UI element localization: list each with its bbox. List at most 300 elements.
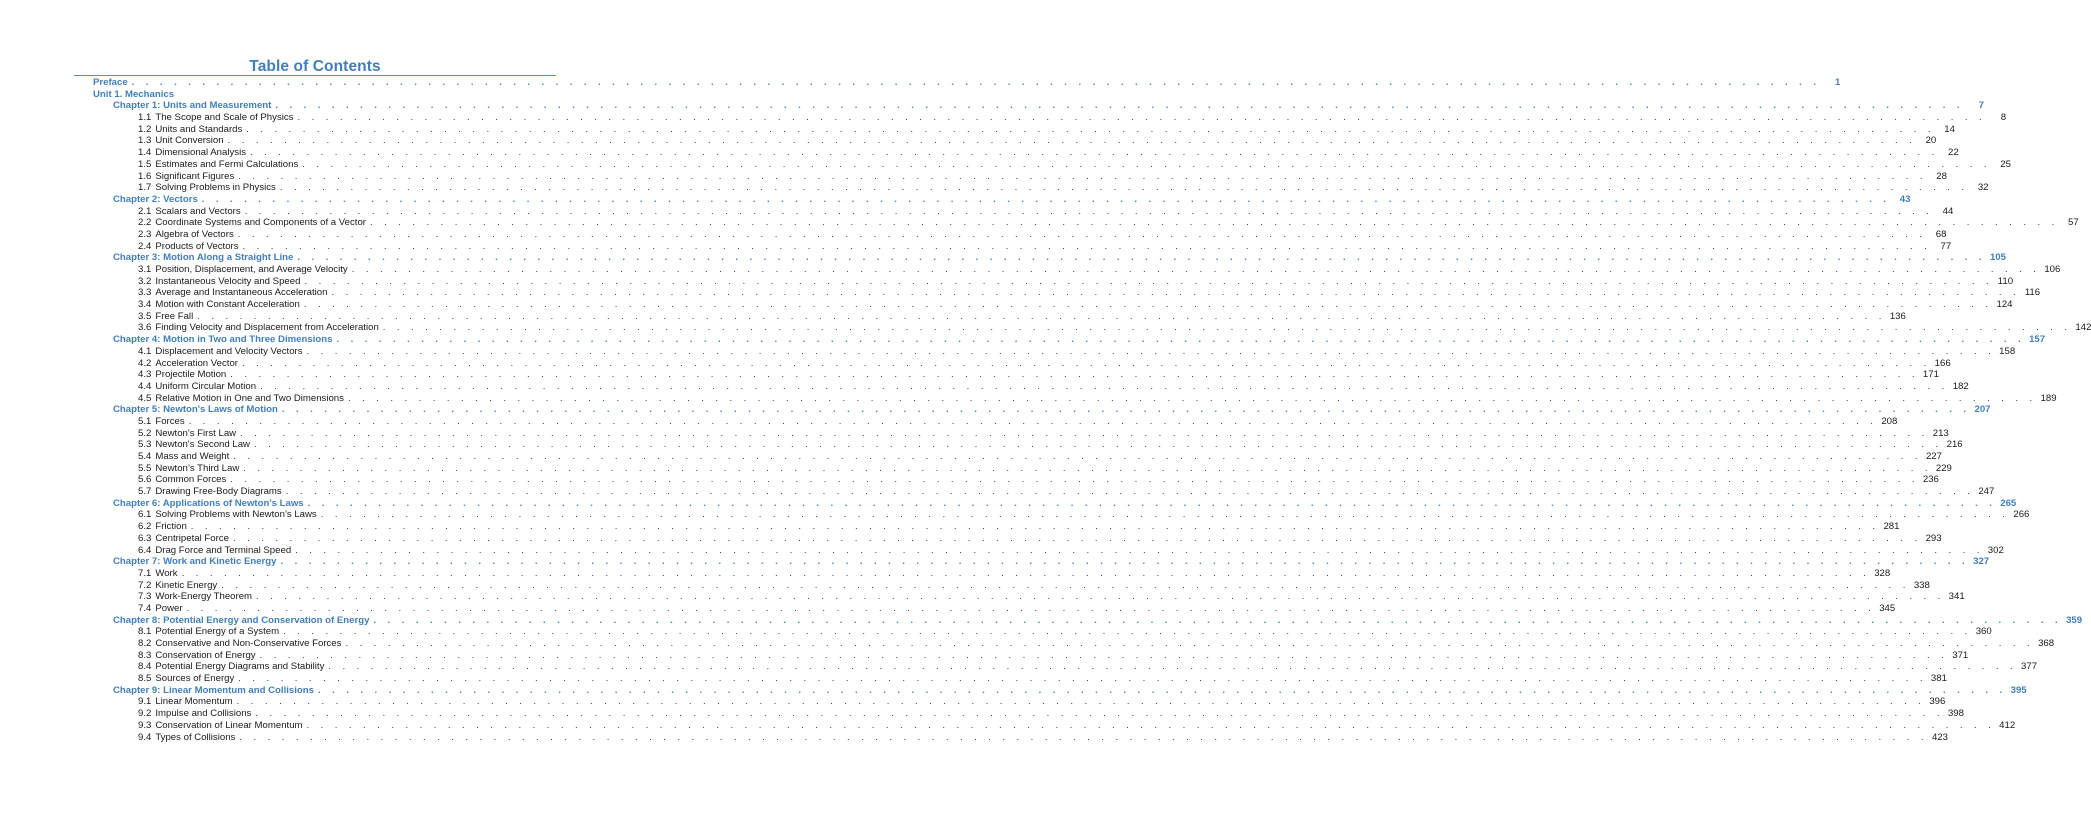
dot-leader: . . . . . . . . . . . . . . . . . . . . . . . . . . . . . . . . . . . . . . . . . . . . . . . . . . . . . . . . . . . . . . . . . . . . . . . . . . . . . . . . . . . . . . . . . . . . . . . . . . . . . . . . . . . . . . . . . . . . . . . . [351, 264, 2041, 275]
section-number: 4.5 [138, 392, 152, 404]
toc-entry-chapter[interactable] [0, 334, 2046, 346]
toc-entry-section[interactable] [0, 147, 1959, 159]
dot-leader: . . . . . . . . . . . . . . . . . . . . . . . . . . . . . . . . . . . . . . . . . . . . . . . . . . . . . . . . . . . . . . . . . . . . . . . . . . . . . . . . . . . . . . . . . . . . . . . . . . . . . . . . . . . . . . . . . . . . . . . . [306, 719, 1996, 731]
toc-entry-section[interactable] [0, 567, 1891, 580]
section-number: 1.4 [138, 147, 152, 159]
toc-entry-label [138, 521, 189, 533]
toc-entry-section[interactable] [0, 345, 2016, 358]
toc-entry-part[interactable] [0, 77, 1841, 89]
dot-leader: . . . . . . . . . . . . . . . . . . . . . . . . . . . . . . . . . . . . . . . . . . . . . . . . . . . . . . . . . . . . . . . . . . . . . . . . . . . . . . . . . . . . . . . . . . . . . . . . . . . . . . . . . . . . . . . . . . . . . . . . [230, 474, 1919, 486]
page-number: 124 [1996, 299, 2013, 311]
toc-entry-section[interactable] [0, 287, 2041, 299]
toc-entry-section[interactable] [0, 462, 1952, 475]
toc-entry-label [138, 287, 329, 299]
dot-leader: . . . . . . . . . . . . . . . . . . . . . . . . . . . . . . . . . . . . . . . . . . . . . . . . . . . . . . . . . . . . . . . . . . . . . . . . . . . . . . . . . . . . . . . . . . . . . . . . . . . . . . . . . . . . . . . . . . . . . . . . [280, 556, 1970, 568]
section-number: 1.6 [138, 170, 152, 182]
page-number: 106 [2044, 264, 2061, 275]
toc-entry-text: Conservation of Linear Momentum [155, 719, 303, 731]
toc-entry-section[interactable] [0, 708, 1964, 720]
toc-entry-text: Acceleration Vector [155, 357, 239, 369]
toc-entry-label [138, 299, 302, 311]
dot-leader: . . . . . . . . . . . . . . . . . . . . . . . . . . . . . . . . . . . . . . . . . . . . . . . . . . . . . . . . . . . . . . . . . . . . . . . . . . . . . . . . . . . . . . . . . . . . . . . . . . . . . . . . . . . . . . . . . . . . . . . . [246, 123, 1935, 135]
page-number: 396 [1929, 696, 1946, 708]
section-number: 1.2 [138, 123, 152, 135]
toc-list [0, 77, 2091, 743]
page-number: 302 [1987, 544, 2004, 556]
page-number: 338 [1913, 579, 1930, 591]
toc-entry-section[interactable] [0, 439, 1963, 451]
dot-leader: . . . . . . . . . . . . . . . . . . . . . . . . . . . . . . . . . . . . . . . . . . . . . . . . . . . . . . . . . . . . . . . . . . . . . . . . . . . . . . . . . . . . . . . . . . . . . . . . . . . . . . . . . . . . . . . . . . . . . . . . [345, 638, 2035, 649]
toc-entry-text: Average and Instantaneous Acceleration [155, 287, 328, 299]
toc-entry-section[interactable] [0, 544, 2004, 557]
toc-entry-label [138, 147, 248, 159]
toc-entry-section[interactable] [0, 661, 2038, 673]
title-divider [74, 75, 556, 76]
page-number: 28 [1936, 170, 1947, 182]
toc-entry-section[interactable] [0, 123, 1955, 136]
toc-entry-unit[interactable] [0, 89, 556, 101]
toc-entry-text: Motion with Constant Acceleration [155, 299, 300, 311]
section-number: 9.4 [138, 731, 152, 743]
dot-leader: . . . . . . . . . . . . . . . . . . . . . . . . . . . . . . . . . . . . . . . . . . . . . . . . . . . . . . . . . . . . . . . . . . . . . . . . . . . . . . . . . . . . . . . . . . . . . . . . . . . . . . . . . . . . . . . . . . . . . . . . [244, 205, 1934, 217]
toc-entry-label [138, 486, 284, 498]
toc-entry-text: Chapter 6: Applications of Newton's Laws [113, 497, 304, 509]
dot-leader: . . . . . . . . . . . . . . . . . . . . . . . . . . . . . . . . . . . . . . . . . . . . . . . . . . . . . . . . . . . . . . . . . . . . . . . . . . . . . . . . . . . . . . . . . . . . . . . . . . . . . . . . . . . . . . . . . . . . . . . . [232, 532, 1922, 544]
toc-entry-label [138, 732, 237, 744]
toc-entry-section[interactable] [0, 696, 1946, 708]
toc-entry-text: Newton's First Law [155, 427, 237, 439]
toc-entry-section[interactable] [0, 532, 1942, 545]
section-number: 3.1 [138, 264, 152, 275]
page-title: Table of Contents [249, 58, 381, 75]
page-number: 412 [1999, 719, 2016, 731]
toc-entry-label [138, 206, 243, 218]
dot-leader: . . . . . . . . . . . . . . . . . . . . . . . . . . . . . . . . . . . . . . . . . . . . . . . . . . . . . . . . . . . . . . . . . . . . . . . . . . . . . . . . . . . . . . . . . . . . . . . . . . . . . . . . . . . . . . . . . . . . . . . . [307, 497, 1997, 509]
toc-entry-section[interactable] [0, 509, 2030, 521]
toc-entry-text: Work [155, 567, 178, 579]
toc-entry-text: Free Fall [155, 310, 194, 322]
toc-entry-section[interactable] [0, 158, 2011, 171]
toc-entry-label [138, 369, 228, 381]
dot-leader: . . . . . . . . . . . . . . . . . . . . . . . . . . . . . . . . . . . . . . . . . . . . . . . . . . . . . . . . . . . . . . . . . . . . . . . . . . . . . . . . . . . . . . . . . . . . . . . . . . . . . . . . . . . . . . . . . . . . . . . . [190, 521, 1880, 533]
section-number: 1.3 [138, 135, 152, 147]
page-number: 32 [1977, 182, 1989, 194]
section-number: 6.2 [138, 521, 152, 533]
toc-entry-label [138, 545, 293, 557]
toc-entry-section[interactable] [0, 486, 1995, 498]
toc-entry-label [138, 217, 368, 229]
toc-entry-text: Drawing Free-Body Diagrams [155, 486, 282, 498]
section-number: 4.3 [138, 369, 152, 381]
toc-entry-text: Potential Energy Diagrams and Stability [155, 661, 325, 673]
page-number: 22 [1947, 147, 1959, 159]
toc-entry-text: Coordinate Systems and Components of a Vector [155, 217, 366, 229]
section-number: 5.7 [138, 486, 152, 498]
section-number: 8.5 [138, 673, 152, 685]
toc-entry-chapter[interactable] [0, 497, 2017, 510]
page-number: 77 [1940, 240, 1952, 252]
toc-entry-label [113, 334, 334, 346]
dot-leader: . . . . . . . . . . . . . . . . . . . . . . . . . . . . . . . . . . . . . . . . . . . . . . . . . . . . . . . . . . . . . . . . . . . . . . . . . . . . . . . . . . . . . . . . . . . . . . . . . . . . . . . . . . . . . . . . . . . . . . . . [242, 240, 1932, 252]
section-number: 9.3 [138, 719, 152, 731]
toc-entry-section[interactable] [0, 322, 2091, 334]
toc-entry-label [138, 124, 244, 136]
page-number: 395 [2010, 684, 2027, 696]
page-number: 8 [2000, 112, 2007, 124]
page-number: 207 [1974, 404, 1991, 416]
toc-entry-text: Common Forces [155, 474, 227, 486]
page-number: 136 [1889, 310, 1906, 322]
toc-entry-section[interactable] [0, 602, 1896, 615]
toc-entry-text: Chapter 7: Work and Kinetic Energy [113, 556, 277, 568]
dot-leader: . . . . . . . . . . . . . . . . . . . . . . . . . . . . . . . . . . . . . . . . . . . . . . . . . . . . . . . . . . . . . . . . . . . . . . . . . . . . . . . . . . . . . . . . . . . . . . . . . . . . . . . . . . . . . . . . . . . . . . . . [201, 193, 1891, 205]
section-number: 1.5 [138, 158, 152, 170]
toc-entry-section[interactable] [0, 112, 2007, 124]
section-number: 6.4 [138, 544, 152, 556]
dot-leader: . . . . . . . . . . . . . . . . . . . . . . . . . . . . . . . . . . . . . . . . . . . . . . . . . . . . . . . . . . . . . . . . . . . . . . . . . . . . . . . . . . . . . . . . . . . . . . . . . . . . . . . . . . . . . . . . . . . . . . . . [295, 544, 1984, 556]
toc-entry-section[interactable] [0, 719, 2016, 732]
toc-entry-text: Significant Figures [155, 170, 235, 182]
toc-entry-label [138, 439, 252, 451]
dot-leader: . . . . . . . . . . . . . . . . . . . . . . . . . . . . . . . . . . . . . . . . . . . . . . . . . . . . . . . . . . . . . . . . . . . . . . . . . . . . . . . . . . . . . . . . . . . . . . . . . . . . . . . . . . . . . . . . . . . . . . . . [281, 404, 1971, 416]
toc-entry-label [113, 556, 278, 568]
section-number: 5.1 [138, 415, 152, 427]
toc-entry-text: Chapter 9: Linear Momentum and Collisions [113, 684, 314, 696]
section-number: 7.1 [138, 567, 152, 579]
toc-entry-text: Centripetal Force [155, 532, 229, 544]
toc-entry-section[interactable] [0, 380, 1969, 393]
toc-entry-label [93, 77, 130, 89]
dot-leader: . . . . . . . . . . . . . . . . . . . . . . . . . . . . . . . . . . . . . . . . . . . . . . . . . . . . . . . . . . . . . . . . . . . . . . . . . . . . . . . . . . . . . . . . . . . . . . . . . . . . . . . . . . . . . . . . . . . . . . . . [250, 147, 1939, 159]
page-number: 328 [1874, 567, 1891, 579]
toc-entry-text: Chapter 5: Newton's Laws of Motion [113, 404, 278, 416]
dot-leader: . . . . . . . . . . . . . . . . . . . . . . . . . . . . . . . . . . . . . . . . . . . . . . . . . . . . . . . . . . . . . . . . . . . . . . . . . . . . . . . . . . . . . . . . . . . . . . . . . . . . . . . . . . . . . . . . . . . . . . . . [238, 170, 1927, 182]
toc-entry-label [138, 381, 258, 393]
dot-leader: . . . . . . . . . . . . . . . . . . . . . . . . . . . . . . . . . . . . . . . . . . . . . . . . . . . . . . . . . . . . . . . . . . . . . . . . . . . . . . . . . . . . . . . . . . . . . . . . . . . . . . . . . . . . . . . . . . . . . . . . [131, 77, 1821, 88]
page-number: 281 [1883, 521, 1900, 533]
section-number: 4.1 [138, 345, 152, 357]
toc-entry-section[interactable] [0, 205, 1954, 218]
dot-leader: . . . . . . . . . . . . . . . . . . . . . . . . . . . . . . . . . . . . . . . . . . . . . . . . . . . . . . . . . . . . . . . . . . . . . . . . . . . . . . . . . . . . . . . . . . . . . . . . . . . . . . . . . . . . . . . . . . . . . . . . [317, 684, 2007, 696]
page-number: 171 [1922, 369, 1939, 381]
dot-leader: . . . . . . . . . . . . . . . . . . . . . . . . . . . . . . . . . . . . . . . . . . . . . . . . . . . . . . . . . . . . . . . . . . . . . . . . . . . . . . . . . . . . . . . . . . . . . . . . . . . . . . . . . . . . . . . . . . . . . . . . [331, 287, 2021, 299]
toc-entry-label [138, 159, 300, 171]
toc-entry-text: Algebra of Vectors [155, 228, 234, 240]
section-number: 5.4 [138, 451, 152, 462]
toc-entry-section[interactable] [0, 369, 1939, 381]
dot-leader: . . . . . . . . . . . . . . . . . . . . . . . . . . . . . . . . . . . . . . . . . . . . . . . . . . . . . . . . . . . . . . . . . . . . . . . . . . . . . . . . . . . . . . . . . . . . . . . . . . . . . . . . . . . . . . . . . . . . . . . . [336, 334, 2026, 346]
toc-entry-label [138, 358, 240, 370]
toc-entry-section[interactable] [0, 638, 2055, 650]
page-number: 157 [2029, 334, 2046, 346]
toc-entry-label [113, 252, 295, 264]
section-number: 9.2 [138, 708, 152, 720]
dot-leader: . . . . . . . . . . . . . . . . . . . . . . . . . . . . . . . . . . . . . . . . . . . . . . . . . . . . . . . . . . . . . . . . . . . . . . . . . . . . . . . . . . . . . . . . . . . . . . . . . . . . . . . . . . . . . . . . . . . . . . . . [240, 427, 1929, 439]
dot-leader: . . . . . . . . . . . . . . . . . . . . . . . . . . . . . . . . . . . . . . . . . . . . . . . . . . . . . . . . . . . . . . . . . . . . . . . . . . . . . . . . . . . . . . . . . . . . . . . . . . . . . . . . . . . . . . . . . . . . . . . . [255, 708, 1944, 720]
toc-entry-section[interactable] [0, 217, 2079, 229]
dot-leader: . . . . . . . . . . . . . . . . . . . . . . . . . . . . . . . . . . . . . . . . . . . . . . . . . . . . . . . . . . . . . . . . . . . . . . . . . . . . . . . . . . . . . . . . . . . . . . . . . . . . . . . . . . . . . . . . . . . . . . . . [304, 275, 1994, 287]
toc-entry-text: Unit 1. Mechanics [93, 88, 175, 100]
toc-entry-label [138, 650, 258, 662]
page-number: 142 [2075, 322, 2091, 334]
toc-entry-text: Projectile Motion [155, 369, 227, 381]
section-number: 9.1 [138, 696, 152, 708]
toc-entry-section[interactable] [0, 299, 2013, 311]
toc-entry-text: Chapter 4: Motion in Two and Three Dimensions [113, 334, 333, 346]
toc-entry-section[interactable] [0, 673, 1947, 685]
section-number: 6.1 [138, 509, 152, 521]
toc-entry-chapter[interactable] [0, 404, 1991, 416]
page-number: 1 [1834, 77, 1841, 88]
toc-entry-label [138, 171, 236, 183]
page-number: 293 [1925, 532, 1942, 544]
section-number: 5.2 [138, 427, 152, 439]
toc-entry-chapter[interactable] [0, 556, 1990, 568]
dot-leader: . . . . . . . . . . . . . . . . . . . . . . . . . . . . . . . . . . . . . . . . . . . . . . . . . . . . . . . . . . . . . . . . . . . . . . . . . . . . . . . . . . . . . . . . . . . . . . . . . . . . . . . . . . . . . . . . . . . . . . . . [186, 602, 1876, 614]
dot-leader: . . . . . . . . . . . . . . . . . . . . . . . . . . . . . . . . . . . . . . . . . . . . . . . . . . . . . . . . . . . . . . . . . . . . . . . . . . . . . . . . . . . . . . . . . . . . . . . . . . . . . . . . . . . . . . . . . . . . . . . . [382, 322, 2072, 334]
section-number: 4.2 [138, 357, 152, 369]
toc-entry-section[interactable] [0, 521, 1900, 533]
toc-entry-text: Estimates and Fermi Calculations [155, 158, 299, 170]
section-number: 7.2 [138, 579, 152, 591]
toc-entry-label [138, 533, 231, 545]
toc-entry-text: Conservative and Non-Conservative Forces [155, 638, 342, 649]
toc-entry-section[interactable] [0, 275, 2014, 288]
toc-entry-label [138, 346, 305, 358]
dot-leader: . . . . . . . . . . . . . . . . . . . . . . . . . . . . . . . . . . . . . . . . . . . . . . . . . . . . . . . . . . . . . . . . . . . . . . . . . . . . . . . . . . . . . . . . . . . . . . . . . . . . . . . . . . . . . . . . . . . . . . . . [373, 614, 2063, 626]
toc-entry-label [138, 264, 350, 276]
toc-entry-chapter[interactable] [0, 252, 2006, 264]
page-number: 68 [1935, 228, 1947, 240]
dot-leader: . . . . . . . . . . . . . . . . . . . . . . . . . . . . . . . . . . . . . . . . . . . . . . . . . . . . . . . . . . . . . . . . . . . . . . . . . . . . . . . . . . . . . . . . . . . . . . . . . . . . . . . . . . . . . . . . . . . . . . . . [227, 135, 1917, 147]
toc-entry-label [138, 135, 226, 147]
toc-entry-text: Solving Problems with Newton’s Laws [155, 509, 317, 521]
page-number: 44 [1942, 205, 1954, 217]
dot-leader: . . . . . . . . . . . . . . . . . . . . . . . . . . . . . . . . . . . . . . . . . . . . . . . . . . . . . . . . . . . . . . . . . . . . . . . . . . . . . . . . . . . . . . . . . . . . . . . . . . . . . . . . . . . . . . . . . . . . . . . . [306, 345, 1996, 357]
page-number: 105 [1989, 252, 2006, 264]
toc-entry-section[interactable] [0, 170, 1947, 183]
page-number: 25 [2000, 158, 2011, 170]
section-number: 8.4 [138, 661, 152, 673]
toc-entry-section[interactable] [0, 427, 1949, 440]
page-number: 116 [2024, 287, 2041, 299]
dot-leader: . . . . . . . . . . . . . . . . . . . . . . . . . . . . . . . . . . . . . . . . . . . . . . . . . . . . . . . . . . . . . . . . . . . . . . . . . . . . . . . . . . . . . . . . . . . . . . . . . . . . . . . . . . . . . . . . . . . . . . . . [370, 217, 2059, 229]
toc-entry-section[interactable] [0, 474, 1939, 486]
toc-entry-label [138, 451, 231, 463]
toc-entry-label [138, 276, 302, 288]
toc-entry-text: Solving Problems in Physics [155, 182, 276, 194]
toc-entry-text: Chapter 3: Motion Along a Straight Line [113, 252, 294, 264]
section-number: 3.6 [138, 322, 152, 334]
toc-entry-label [138, 463, 241, 475]
toc-entry-section[interactable] [0, 264, 2061, 276]
section-number: 3.4 [138, 299, 152, 311]
dot-leader: . . . . . . . . . . . . . . . . . . . . . . . . . . . . . . . . . . . . . . . . . . . . . . . . . . . . . . . . . . . . . . . . . . . . . . . . . . . . . . . . . . . . . . . . . . . . . . . . . . . . . . . . . . . . . . . . . . . . . . . . [303, 299, 1993, 311]
toc-entry-label [113, 615, 371, 627]
toc-entry-label [138, 474, 228, 486]
toc-entry-text: Linear Momentum [155, 696, 233, 708]
dot-leader: . . . . . . . . . . . . . . . . . . . . . . . . . . . . . . . . . . . . . . . . . . . . . . . . . . . . . . . . . . . . . . . . . . . . . . . . . . . . . . . . . . . . . . . . . . . . . . . . . . . . . . . . . . . . . . . . . . . . . . . . [347, 392, 2037, 404]
toc-entry-text: Chapter 1: Units and Measurement [113, 100, 272, 112]
toc-entry-text: Work-Energy Theorem [155, 591, 253, 603]
page-number: 189 [2040, 392, 2057, 404]
toc-entry-text: Units and Standards [155, 123, 243, 135]
section-number: 4.4 [138, 380, 152, 392]
toc-entry-text: Instantaneous Velocity and Speed [155, 275, 301, 287]
toc-entry-label [138, 568, 180, 580]
toc-entry-chapter[interactable] [0, 100, 1984, 112]
toc-entry-text: Kinetic Energy [155, 579, 218, 591]
toc-entry-section[interactable] [0, 392, 2057, 405]
section-number: 5.6 [138, 474, 152, 486]
toc-entry-text: Potential Energy of a System [155, 626, 280, 638]
page-number: 43 [1899, 193, 1911, 205]
dot-leader: . . . . . . . . . . . . . . . . . . . . . . . . . . . . . . . . . . . . . . . . . . . . . . . . . . . . . . . . . . . . . . . . . . . . . . . . . . . . . . . . . . . . . . . . . . . . . . . . . . . . . . . . . . . . . . . . . . . . . . . . [237, 228, 1927, 240]
section-number: 2.1 [138, 205, 152, 217]
toc-entry-label [138, 509, 319, 521]
toc-entry-label [138, 603, 185, 615]
dot-leader: . . . . . . . . . . . . . . . . . . . . . . . . . . . . . . . . . . . . . . . . . . . . . . . . . . . . . . . . . . . . . . . . . . . . . . . . . . . . . . . . . . . . . . . . . . . . . . . . . . . . . . . . . . . . . . . . . . . . . . . . [233, 451, 1922, 462]
dot-leader: . . . . . . . . . . . . . . . . . . . . . . . . . . . . . . . . . . . . . . . . . . . . . . . . . . . . . . . . . . . . . . . . . . . . . . . . . . . . . . . . . . . . . . . . . . . . . . . . . . . . . . . . . . . . . . . . . . . . . . . . [297, 252, 1986, 264]
toc-entry-label [138, 673, 236, 685]
page-number: 423 [1931, 731, 1948, 743]
page-number: 371 [1952, 649, 1969, 661]
toc-entry-section[interactable] [0, 357, 1951, 370]
section-number: 8.3 [138, 649, 152, 661]
toc-entry-text: Newton’s Third Law [155, 462, 240, 474]
toc-entry-label [138, 626, 281, 638]
toc-entry-label [138, 708, 253, 720]
dot-leader: . . . . . . . . . . . . . . . . . . . . . . . . . . . . . . . . . . . . . . . . . . . . . . . . . . . . . . . . . . . . . . . . . . . . . . . . . . . . . . . . . . . . . . . . . . . . . . . . . . . . . . . . . . . . . . . . . . . . . . . . [328, 661, 2018, 673]
toc-entry-label [138, 696, 235, 708]
section-number: 2.4 [138, 240, 152, 252]
dot-leader: . . . . . . . . . . . . . . . . . . . . . . . . . . . . . . . . . . . . . . . . . . . . . . . . . . . . . . . . . . . . . . . . . . . . . . . . . . . . . . . . . . . . . . . . . . . . . . . . . . . . . . . . . . . . . . . . . . . . . . . . [260, 380, 1949, 392]
toc-entry-section[interactable] [0, 626, 1992, 638]
toc-entry-text: Unit Conversion [155, 135, 224, 147]
page-number: 377 [2021, 661, 2038, 673]
toc-entry-text: Uniform Circular Motion [155, 380, 257, 392]
toc-entry-section[interactable] [0, 182, 1989, 194]
toc-entry-text: Forces [155, 415, 185, 427]
section-number: 1.7 [138, 182, 152, 194]
page-number: 368 [2038, 638, 2055, 649]
toc-entry-text: Types of Collisions [155, 731, 236, 743]
page-number: 265 [2000, 497, 2017, 509]
toc-entry-section[interactable] [0, 228, 1947, 241]
dot-leader: . . . . . . . . . . . . . . . . . . . . . . . . . . . . . . . . . . . . . . . . . . . . . . . . . . . . . . . . . . . . . . . . . . . . . . . . . . . . . . . . . . . . . . . . . . . . . . . . . . . . . . . . . . . . . . . . . . . . . . . . [239, 731, 1928, 743]
toc-entry-label [138, 182, 278, 194]
dot-leader: . . . . . . . . . . . . . . . . . . . . . . . . . . . . . . . . . . . . . . . . . . . . . . . . . . . . . . . . . . . . . . . . . . . . . . . . . . . . . . . . . . . . . . . . . . . . . . . . . . . . . . . . . . . . . . . . . . . . . . . . [259, 649, 1949, 661]
toc-entry-label [113, 100, 273, 112]
section-number: 5.5 [138, 462, 152, 474]
toc-entry-label [138, 311, 195, 323]
page-number: 57 [2067, 217, 2079, 229]
page-number: 229 [1935, 462, 1952, 474]
toc-entry-text: Drag Force and Terminal Speed [155, 544, 292, 556]
toc-entry-text: Newton's Second Law [155, 439, 250, 451]
page-number: 20 [1925, 135, 1937, 147]
toc-entry-label [138, 638, 343, 650]
toc-entry-label [113, 685, 316, 697]
toc-entry-section[interactable] [0, 731, 1948, 744]
section-number: 3.3 [138, 287, 152, 299]
toc-entry-section[interactable] [0, 135, 1937, 147]
page-number: 381 [1930, 673, 1947, 685]
toc-entry-section[interactable] [0, 591, 1965, 603]
toc-entry-section[interactable] [0, 649, 1969, 662]
toc-entry-text: Impulse and Collisions [155, 708, 252, 720]
dot-leader: . . . . . . . . . . . . . . . . . . . . . . . . . . . . . . . . . . . . . . . . . . . . . . . . . . . . . . . . . . . . . . . . . . . . . . . . . . . . . . . . . . . . . . . . . . . . . . . . . . . . . . . . . . . . . . . . . . . . . . . . [188, 415, 1878, 427]
dot-leader: . . . . . . . . . . . . . . . . . . . . . . . . . . . . . . . . . . . . . . . . . . . . . . . . . . . . . . . . . . . . . . . . . . . . . . . . . . . . . . . . . . . . . . . . . . . . . . . . . . . . . . . . . . . . . . . . . . . . . . . . [283, 626, 1972, 638]
toc-entry-text: Scalars and Vectors [155, 205, 241, 217]
toc-entry-section[interactable] [0, 310, 1906, 323]
toc-entry-text: Mass and Weight [155, 451, 230, 462]
section-number: 1.1 [138, 112, 152, 124]
toc-entry-label [138, 322, 381, 334]
dot-leader: . . . . . . . . . . . . . . . . . . . . . . . . . . . . . . . . . . . . . . . . . . . . . . . . . . . . . . . . . . . . . . . . . . . . . . . . . . . . . . . . . . . . . . . . . . . . . . . . . . . . . . . . . . . . . . . . . . . . . . . . [181, 567, 1871, 579]
toc-entry-text: Friction [155, 521, 187, 533]
page-number: 166 [1934, 357, 1951, 369]
page-number: 158 [1999, 345, 2016, 357]
toc-entry-label [113, 404, 280, 416]
dot-leader: . . . . . . . . . . . . . . . . . . . . . . . . . . . . . . . . . . . . . . . . . . . . . . . . . . . . . . . . . . . . . . . . . . . . . . . . . . . . . . . . . . . . . . . . . . . . . . . . . . . . . . . . . . . . . . . . . . . . . . . . [256, 591, 1945, 603]
dot-leader: . . . . . . . . . . . . . . . . . . . . . . . . . . . . . . . . . . . . . . . . . . . . . . . . . . . . . . . . . . . . . . . . . . . . . . . . . . . . . . . . . . . . . . . . . . . . . . . . . . . . . . . . . . . . . . . . . . . . . . . . [236, 696, 1926, 708]
page-number: 359 [2066, 614, 2083, 626]
page-number: 327 [1973, 556, 1990, 568]
page-number: 345 [1879, 602, 1896, 614]
page-number: 227 [1925, 451, 1942, 462]
toc-entry-text: Products of Vectors [155, 240, 239, 252]
section-number: 7.3 [138, 591, 152, 603]
toc-entry-text: Displacement and Velocity Vectors [155, 345, 303, 357]
toc-entry-text: Position, Displacement, and Average Velocity [155, 264, 348, 275]
page-number: 247 [1978, 486, 1995, 498]
dot-leader: . . . . . . . . . . . . . . . . . . . . . . . . . . . . . . . . . . . . . . . . . . . . . . . . . . . . . . . . . . . . . . . . . . . . . . . . . . . . . . . . . . . . . . . . . . . . . . . . . . . . . . . . . . . . . . . . . . . . . . . . [253, 439, 1943, 451]
toc-entry-label [93, 89, 176, 101]
toc-entry-label [138, 393, 346, 405]
toc-entry-text: Relative Motion in One and Two Dimensions [155, 392, 344, 404]
dot-leader: . . . . . . . . . . . . . . . . . . . . . . . . . . . . . . . . . . . . . . . . . . . . . . . . . . . . . . . . . . . . . . . . . . . . . . . . . . . . . . . . . . . . . . . . . . . . . . . . . . . . . . . . . . . . . . . . . . . . . . . . [242, 357, 1931, 369]
dot-leader: . . . . . . . . . . . . . . . . . . . . . . . . . . . . . . . . . . . . . . . . . . . . . . . . . . . . . . . . . . . . . . . . . . . . . . . . . . . . . . . . . . . . . . . . . . . . . . . . . . . . . . . . . . . . . . . . . . . . . . . . [243, 462, 1932, 474]
toc-entry-chapter[interactable] [0, 193, 1911, 206]
section-number: 3.2 [138, 275, 152, 287]
page-number: 208 [1881, 415, 1898, 427]
toc-entry-text: Chapter 2: Vectors [113, 193, 198, 205]
page-number: 216 [1946, 439, 1963, 451]
toc-entry-label [138, 229, 236, 241]
toc-entry-section[interactable] [0, 579, 1930, 592]
dot-leader: . . . . . . . . . . . . . . . . . . . . . . . . . . . . . . . . . . . . . . . . . . . . . . . . . . . . . . . . . . . . . . . . . . . . . . . . . . . . . . . . . . . . . . . . . . . . . . . . . . . . . . . . . . . . . . . . . . . . . . . . [230, 369, 1919, 381]
section-number: 2.3 [138, 228, 152, 240]
section-number: 8.2 [138, 638, 152, 649]
toc-entry-label [138, 428, 238, 440]
toc-entry-label [138, 112, 295, 124]
toc-entry-section[interactable] [0, 240, 1952, 253]
page-number: 360 [1975, 626, 1992, 638]
toc-entry-chapter[interactable] [0, 684, 2027, 697]
toc-entry-text: Dimensional Analysis [155, 147, 246, 159]
dot-leader: . . . . . . . . . . . . . . . . . . . . . . . . . . . . . . . . . . . . . . . . . . . . . . . . . . . . . . . . . . . . . . . . . . . . . . . . . . . . . . . . . . . . . . . . . . . . . . . . . . . . . . . . . . . . . . . . . . . . . . . . [297, 112, 1987, 124]
toc-entry-text: Chapter 8: Potential Energy and Conservation of Energy [113, 614, 370, 626]
toc-entry-text: Conservation of Energy [155, 649, 256, 661]
toc-entry-section[interactable] [0, 415, 1898, 428]
toc-entry-chapter[interactable] [0, 614, 2083, 627]
page-number: 266 [2013, 509, 2030, 521]
toc-entry-text: Power [155, 602, 183, 614]
toc-entry-section[interactable] [0, 451, 1942, 463]
page-number: 213 [1932, 427, 1949, 439]
page-number: 236 [1922, 474, 1939, 486]
